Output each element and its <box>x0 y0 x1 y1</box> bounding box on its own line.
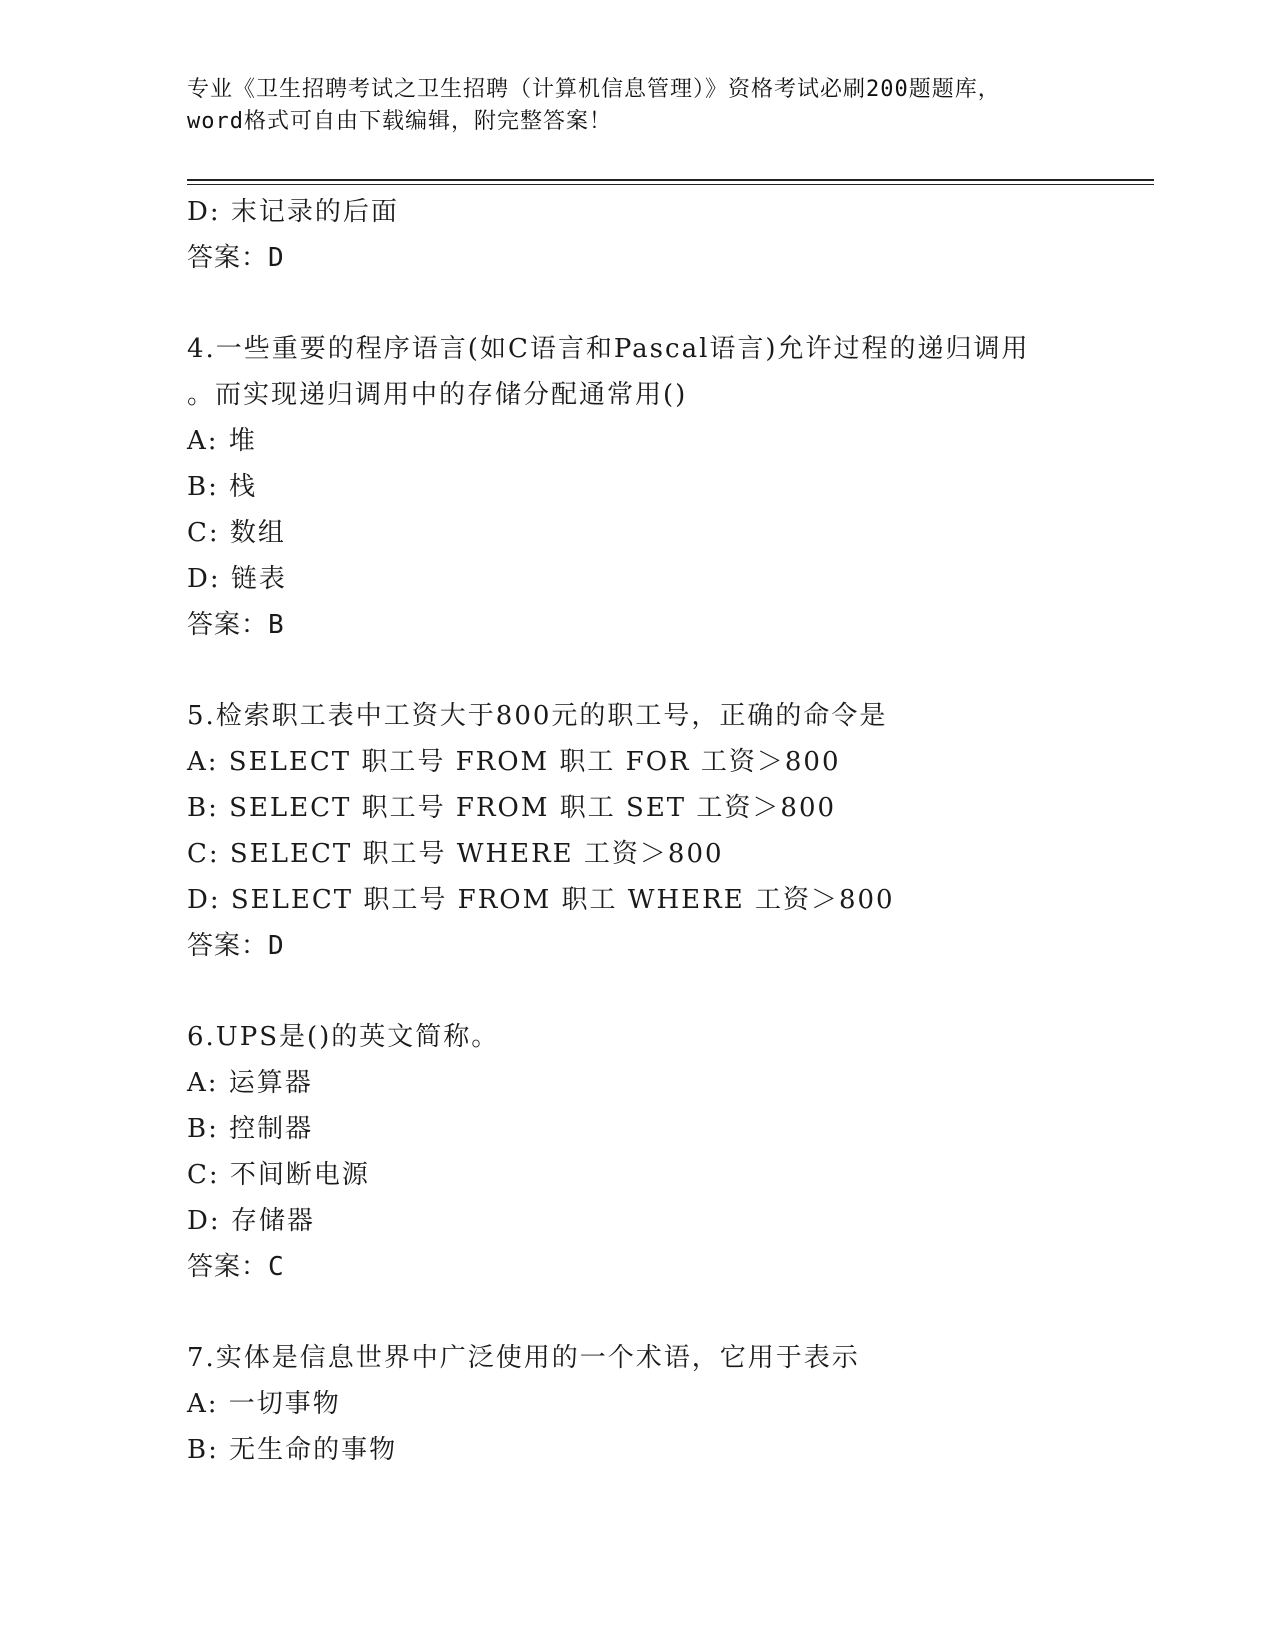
q4-option-a: A: 堆 <box>187 426 257 456</box>
q4-option-b: B: 栈 <box>187 472 258 502</box>
q6-answer: 答案：C <box>187 1252 285 1282</box>
q4-stem-line-2: 。而实现递归调用中的存储分配通常用() <box>187 380 688 410</box>
q4-option-c: C: 数组 <box>187 518 286 548</box>
q6-option-d: D: 存储器 <box>187 1206 315 1236</box>
header-divider-thin <box>187 184 1154 185</box>
question-5 <box>187 693 1147 969</box>
question-list <box>187 189 1147 1473</box>
q6-stem: 6.UPS是()的英文简称。 <box>187 1022 500 1052</box>
question-4 <box>187 326 1147 648</box>
header-title-line-2: word格式可自由下载编辑，附完整答案！ <box>187 109 612 134</box>
q5-option-c: C: SELECT 职工号 WHERE 工资＞800 <box>187 839 724 869</box>
question-7 <box>187 1335 1147 1473</box>
q4-stem-line-1: 4.一些重要的程序语言(如C语言和Pascal语言)允许过程的递归调用 <box>187 334 1030 364</box>
header-title-line-1: 专业《卫生招聘考试之卫生招聘（计算机信息管理）》资格考试必刷200题题库， <box>187 77 1001 102</box>
q3-option-d: D: 末记录的后面 <box>187 197 399 227</box>
q4-option-d: D: 链表 <box>187 564 287 594</box>
q5-stem: 5.检索职工表中工资大于800元的职工号，正确的命令是 <box>187 701 888 731</box>
q7-stem: 7.实体是信息世界中广泛使用的一个术语，它用于表示 <box>187 1343 860 1373</box>
q7-option-b: B: 无生命的事物 <box>187 1435 398 1465</box>
q6-option-c: C: 不间断电源 <box>187 1160 370 1190</box>
q6-option-b: B: 控制器 <box>187 1114 314 1144</box>
q5-option-d: D: SELECT 职工号 FROM 职工 WHERE 工资＞800 <box>187 885 895 915</box>
q5-answer: 答案：D <box>187 931 285 961</box>
question-6 <box>187 1014 1147 1290</box>
header-divider-thick <box>187 179 1154 181</box>
q7-option-a: A: 一切事物 <box>187 1389 341 1419</box>
q5-option-b: B: SELECT 职工号 FROM 职工 SET 工资＞800 <box>187 793 837 823</box>
q3-answer: 答案：D <box>187 243 285 273</box>
q6-option-a: A: 运算器 <box>187 1068 313 1098</box>
q5-option-a: A: SELECT 职工号 FROM 职工 FOR 工资＞800 <box>187 747 841 777</box>
q4-answer: 答案：B <box>187 610 285 640</box>
document-header <box>187 74 1087 138</box>
